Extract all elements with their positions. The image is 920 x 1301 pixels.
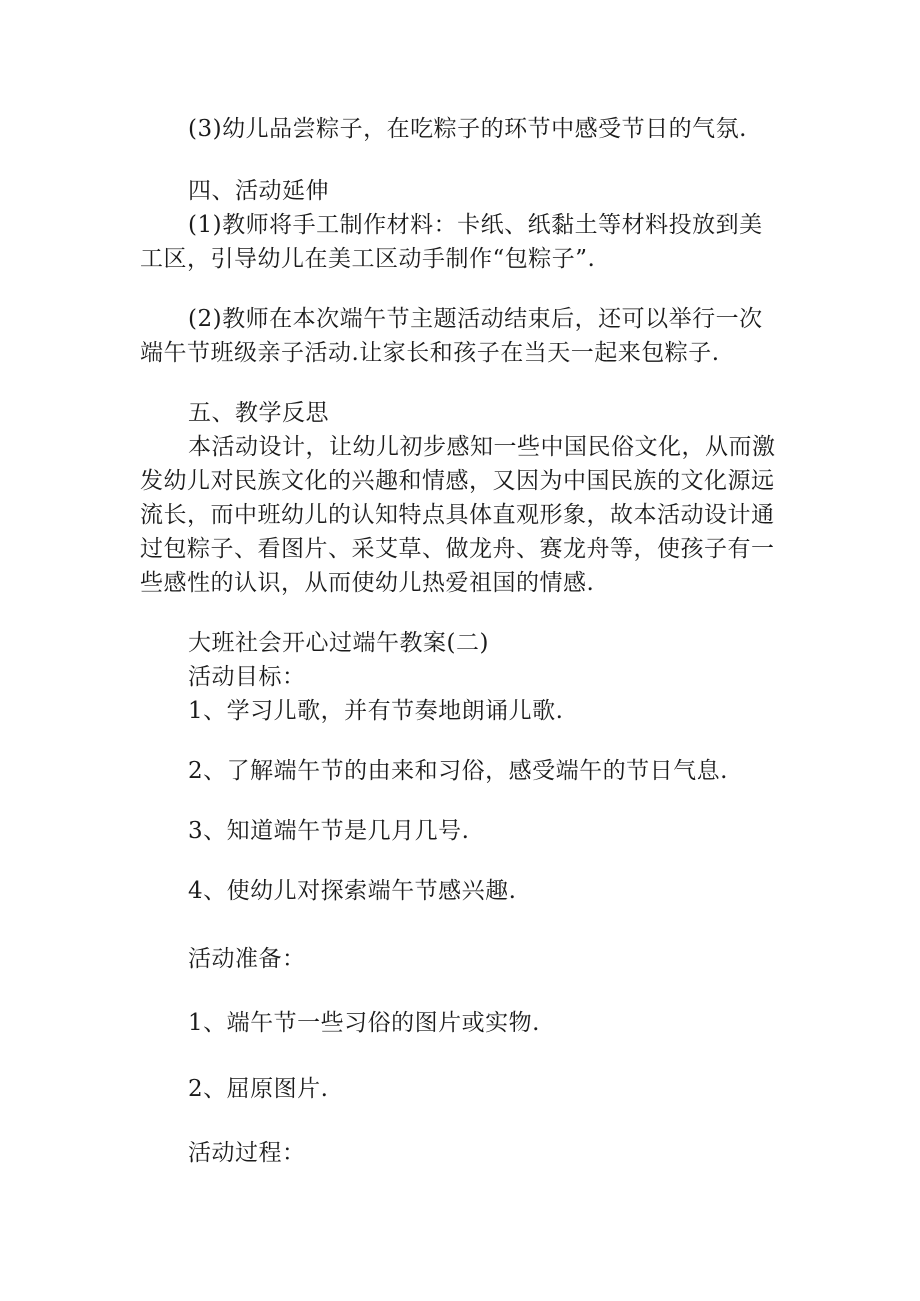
paragraph-line: 发幼儿对民族文化的兴趣和情感，又因为中国民族的文化源远 bbox=[140, 468, 775, 494]
paragraph-line: 端午节班级亲子活动.让家长和孩子在当天一起来包粽子. bbox=[140, 340, 720, 366]
paragraph-line: 工区，引导幼儿在美工区动手制作“包粽子”. bbox=[140, 246, 596, 272]
list-item: 4、使幼儿对探索端午节感兴趣. bbox=[188, 878, 517, 904]
section-heading: 四、活动延伸 bbox=[188, 178, 329, 204]
paragraph-line: (1)教师将手工制作材料：卡纸、纸黏土等材料投放到美 bbox=[188, 212, 763, 238]
section-heading: 活动准备： bbox=[188, 946, 306, 972]
paragraph-line: 些感性的认识，从而使幼儿热爱祖国的情感. bbox=[140, 570, 595, 596]
paragraph-line: 本活动设计，让幼儿初步感知一些中国民俗文化，从而激 bbox=[188, 434, 776, 460]
section-heading: 活动过程： bbox=[188, 1140, 306, 1166]
paragraph-line: (3)幼儿品尝粽子，在吃粽子的环节中感受节日的气氛. bbox=[188, 116, 747, 142]
document-subtitle: 大班社会开心过端午教案(二) bbox=[188, 630, 489, 656]
section-heading: 活动目标： bbox=[188, 664, 306, 690]
list-item: 2、了解端午节的由来和习俗，感受端午的节日气息. bbox=[188, 758, 728, 784]
list-item: 2、屈原图片. bbox=[188, 1076, 329, 1102]
list-item: 3、知道端午节是几月几号. bbox=[188, 818, 470, 844]
list-item: 1、端午节一些习俗的图片或实物. bbox=[188, 1010, 540, 1036]
paragraph-line: 流长，而中班幼儿的认知特点具体直观形象，故本活动设计通 bbox=[140, 502, 775, 528]
section-heading: 五、教学反思 bbox=[188, 400, 329, 426]
paragraph-line: (2)教师在本次端午节主题活动结束后，还可以举行一次 bbox=[188, 306, 763, 332]
paragraph-line: 过包粽子、看图片、采艾草、做龙舟、赛龙舟等，使孩子有一 bbox=[140, 536, 775, 562]
list-item: 1、学习儿歌，并有节奏地朗诵儿歌. bbox=[188, 698, 564, 724]
